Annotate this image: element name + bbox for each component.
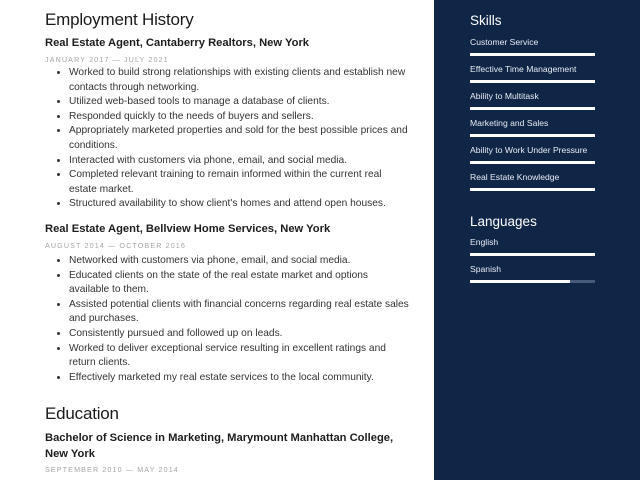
education-dates: SEPTEMBER 2010 — MAY 2014 — [45, 465, 179, 474]
job-dates: AUGUST 2014 — OCTOBER 2016 — [45, 241, 186, 250]
skills-heading: Skills — [470, 13, 502, 28]
skill-level-bar — [470, 188, 595, 191]
skill-label: Real Estate Knowledge — [470, 172, 560, 182]
language-item — [470, 264, 595, 283]
skill-item — [470, 64, 595, 83]
job-title: Real Estate Agent, Bellview Home Services, New York — [45, 223, 331, 235]
skill-label: Marketing and Sales — [470, 118, 549, 128]
job-bullets — [52, 66, 409, 212]
job-title: Real Estate Agent, Cantaberry Realtors, New York — [45, 37, 310, 49]
language-level-fill — [470, 253, 595, 256]
language-label: Spanish — [470, 264, 502, 274]
skill-level-fill — [470, 80, 595, 83]
job-bullets — [52, 254, 409, 385]
language-level-bar — [470, 280, 595, 283]
list-item: • Structured availability to show client's homes and attend open houses. — [69, 197, 409, 212]
skill-label: Ability to Multitask — [470, 91, 539, 101]
list-item: • Interacted with customers via phone, email, and social media. — [69, 154, 409, 169]
language-item — [470, 237, 595, 256]
skill-item — [470, 118, 595, 137]
languages-heading: Languages — [470, 214, 537, 229]
list-item: • Assisted potential clients with financial concerns regarding real estate sales and purchases. — [69, 298, 409, 327]
language-level-bar — [470, 253, 595, 256]
list-item: • Utilized web-based tools to manage a database of clients. — [69, 95, 409, 110]
skill-level-fill — [470, 134, 595, 137]
list-item: • Appropriately marketed properties and sold for the best possible prices and conditions. — [69, 124, 409, 153]
skill-level-bar — [470, 134, 595, 137]
list-item: • Completed relevant training to remain informed within the current real estate market. — [69, 168, 409, 197]
job-dates: JANUARY 2017 — JULY 2021 — [45, 55, 169, 64]
skill-level-bar — [470, 80, 595, 83]
skill-level-fill — [470, 107, 595, 110]
skill-item — [470, 37, 595, 56]
sidebar — [434, 0, 640, 480]
skill-level-bar — [470, 161, 595, 164]
skill-label: Ability to Work Under Pressure — [470, 145, 588, 155]
list-item: • Networked with customers via phone, email, and social media. — [69, 254, 409, 269]
list-item: • Consistently pursued and followed up on leads. — [69, 327, 409, 342]
skill-level-bar — [470, 53, 595, 56]
skill-label: Customer Service — [470, 37, 539, 47]
skill-item — [470, 145, 595, 164]
skill-label: Effective Time Management — [470, 64, 577, 74]
language-level-fill — [470, 280, 570, 283]
degree-title: Bachelor of Science in Marketing, Marymount Manhattan College, New York — [45, 432, 394, 460]
education-heading: Education — [45, 404, 119, 423]
skill-level-fill — [470, 161, 595, 164]
skill-level-fill — [470, 188, 595, 191]
skill-level-bar — [470, 107, 595, 110]
employment-history-heading: Employment History — [45, 10, 194, 29]
list-item: • Responded quickly to the needs of buyers and sellers. — [69, 110, 409, 125]
language-label: English — [470, 237, 499, 247]
skill-level-fill — [470, 53, 595, 56]
skill-item — [470, 172, 595, 191]
skill-item — [470, 91, 595, 110]
list-item: • Effectively marketed my real estate services to the local community. — [69, 371, 409, 386]
list-item: • Worked to deliver exceptional service resulting in excellent ratings and return clients. — [69, 342, 409, 371]
list-item: • Educated clients on the state of the real estate market and options available to them. — [69, 269, 409, 298]
list-item: • Worked to build strong relationships with existing clients and establish new contacts through networking. — [69, 66, 409, 95]
